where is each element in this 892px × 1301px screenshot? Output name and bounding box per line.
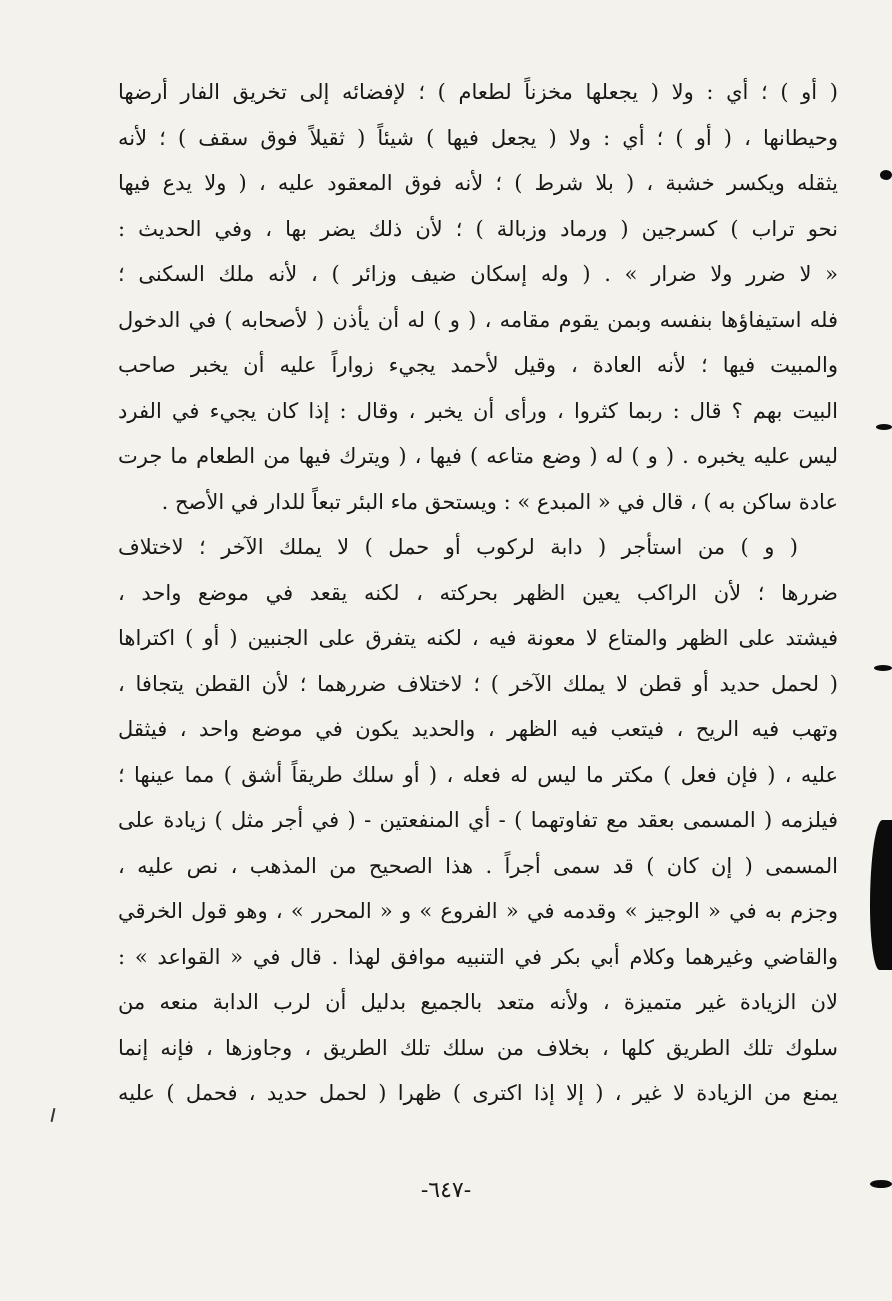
text-line-22: سلوك تلك الطريق كلها ، بخلاف من سلك تلك الطريق ، وجاوزها ، فإنه إنما [118, 1035, 838, 1060]
text-line-10: عادة ساكن به ) ، قال في « المبدع » : ويستحق ماء البئر تبعاً للدار في الأصح . [161, 489, 838, 514]
text-line-4: نحو تراب ) كسرجين ( ورماد وزبالة ) ؛ لأن ذلك يضر بها ، وفي الحديث : [118, 216, 838, 241]
text-line-11: ( و ) من استأجر ( دابة لركوب أو حمل ) لا يملك الآخر ؛ لاختلاف [118, 535, 798, 559]
text-line-9: ليس عليه يخبره . ( و ) له ( وضع متاعه ) فيها ، ( ويترك فيها من الطعام ما جرت [118, 444, 838, 468]
body-text [118, 70, 838, 1117]
text-line-1: ( أو ) ؛ أي : ولا ( يجعلها مخزناً لطعام ) ؛ لإفضائه إلى تخريق الفار أرضها [118, 80, 838, 104]
page-number: -٦٤٧- [420, 1178, 472, 1203]
text-line-12: ضررها ؛ لأن الراكب يعين الظهر بحركته ، لكنه يقعد في موضع واحد ، [118, 580, 838, 605]
text-line-15: وتهب فيه الريح ، فيتعب فيه الظهر ، والحديد يكون في موضع واحد ، فيثقل [118, 717, 838, 741]
text-line-23: يمنع من الزيادة لا غير ، ( إلا إذا اكترى ) ظهرا ( لحمل حديد ، فحمل ) عليه [118, 1081, 838, 1105]
text-line-2: وحيطانها ، ( أو ) ؛ أي : ولا ( يجعل فيها ) شيئاً ( ثقيلاً فوق سقف ) ؛ لأنه [118, 125, 838, 150]
text-line-17: فيلزمه ( المسمى بعقد مع تفاوتهما ) - أي المنفعتين - ( في أجر مثل ) زيادة على [118, 808, 838, 832]
text-line-14: ( لحمل حديد أو قطن لا يملك الآخر ) ؛ لاختلاف ضررهما ؛ لأن القطن يتجافا ، [118, 671, 838, 696]
scan-artifact-mark [880, 170, 892, 180]
text-line-13: فيشتد على الظهر والمتاع لا معونة فيه ، لكنه يتفرق على الجنبين ( أو ) اكتراها [118, 626, 838, 650]
text-line-8: البيت بهم ؟ قال : ربما كثروا ، ورأى أن يخبر ، وقال : إذا كان يجيء في الفرد [118, 398, 838, 423]
margin-tick-mark [51, 1108, 56, 1122]
text-line-16: عليه ، ( فإن فعل ) مكتر ما ليس له فعله ، ( أو سلك طريقاً أشق ) مما عينها ؛ [118, 762, 838, 787]
scan-artifact-mark [874, 665, 892, 671]
scan-artifact-mark [870, 1180, 892, 1188]
text-line-6: فله استيفاؤها بنفسه وبمن يقوم مقامه ، ( و ) له أن يأذن ( لأصحابه ) في الدخول [118, 307, 838, 332]
text-line-19: وجزم به في « الوجيز » وقدمه في « الفروع » و « المحرر » ، وهو قول الخرقي [118, 899, 838, 923]
scan-artifact-blot [870, 820, 892, 970]
text-line-7: والمبيت فيها ؛ لأنه العادة ، وقيل لأحمد يجيء زواراً عليه أن يخبر صاحب [118, 353, 838, 377]
text-line-18: المسمى ( إن كان ) قد سمى أجراً . هذا الصحيح من المذهب ، نص عليه ، [118, 853, 838, 878]
scan-artifact-mark [876, 424, 892, 430]
text-line-21: لان الزيادة غير متميزة ، ولأنه متعد بالجميع بدليل أن لرب الدابة منعه من [118, 990, 838, 1014]
text-line-5: « لا ضرر ولا ضرار » . ( وله إسكان ضيف وزائر ) ، لأنه ملك السكنى ؛ [118, 262, 838, 286]
text-line-3: يثقله ويكسر خشبة ، ( بلا شرط ) ؛ لأنه فوق المعقود عليه ، ( ولا يدع فيها [118, 171, 838, 195]
text-line-20: والقاضي وغيرهما وكلام أبي بكر في التنبيه موافق لهذا . قال في « القواعد » : [118, 944, 838, 969]
